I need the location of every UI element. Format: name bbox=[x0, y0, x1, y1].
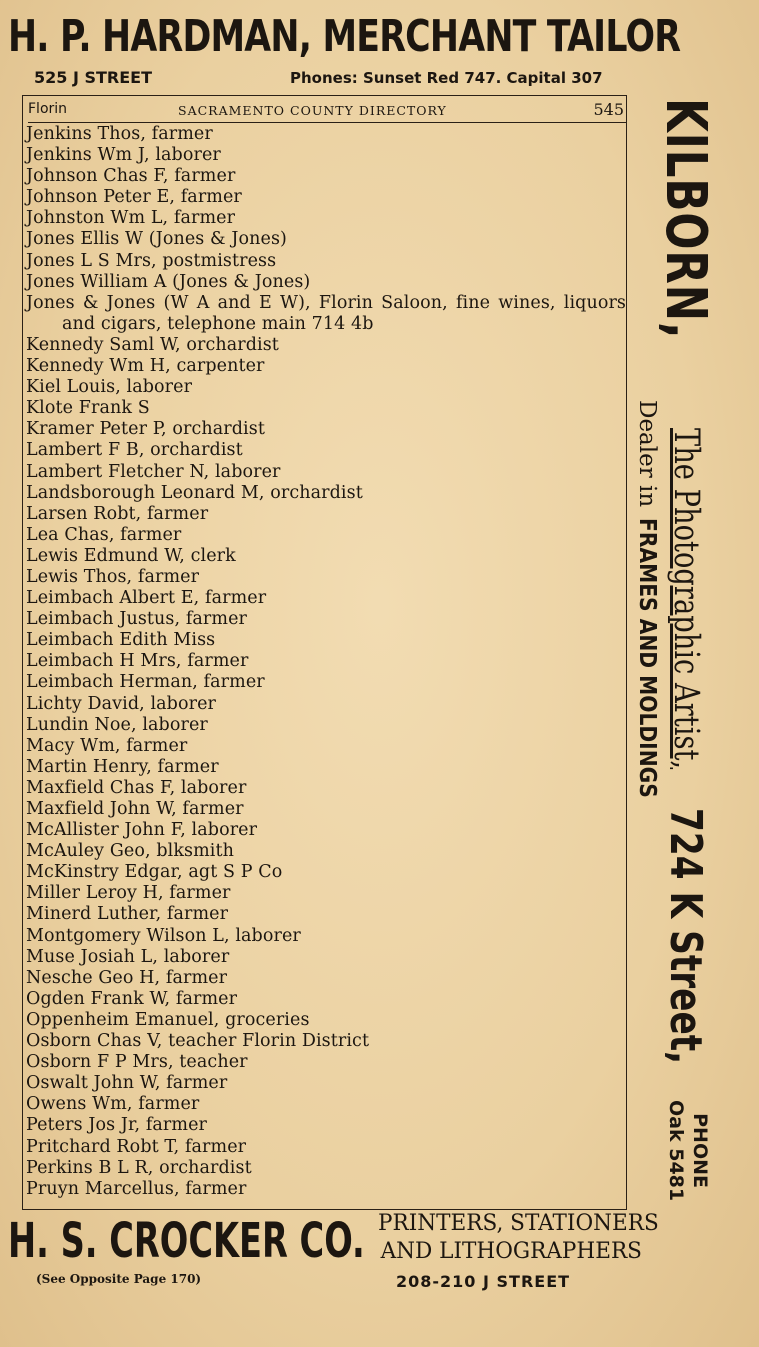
directory-entry: Macy Wm, farmer bbox=[26, 735, 188, 756]
kilborn-ad bbox=[650, 98, 720, 1065]
directory-entry: Leimbach Albert E, farmer bbox=[26, 588, 267, 609]
directory-entry: Jones & Jones (W A and E W), Florin Saloon, fine wines, liquors and cigars, telephone main 714 4b bbox=[26, 292, 626, 334]
directory-entry: Minerd Luther, farmer bbox=[26, 904, 229, 925]
directory-entry: Jenkins Wm J, laborer bbox=[26, 145, 221, 166]
directory-entry: Jones William A (Jones & Jones) bbox=[26, 271, 311, 292]
directory-entry: Lewis Edmund W, clerk bbox=[26, 545, 236, 566]
directory-entry: Maxfield John W, farmer bbox=[26, 799, 244, 819]
directory-entry: Miller Leroy H, farmer bbox=[26, 883, 231, 904]
directory-entry: Lewis Thos, farmer bbox=[26, 566, 200, 587]
directory-entry: Martin Henry, farmer bbox=[26, 756, 219, 777]
directory-entry: Kramer Peter P, orchardist bbox=[26, 419, 265, 440]
directory-entry: McKinstry Edgar, agt S P Co bbox=[26, 862, 283, 883]
directory-entry: McAllister John F, laborer bbox=[26, 820, 258, 841]
directory-entry: Perkins B L R, orchardist bbox=[26, 1157, 252, 1178]
directory-entry: Pruyn Marcellus, farmer bbox=[26, 1178, 247, 1199]
kilborn-address: 724 K Street, bbox=[660, 808, 711, 1065]
directory-entry: Leimbach Edith Miss bbox=[26, 630, 216, 651]
dealer-line bbox=[632, 400, 662, 836]
crocker-street: 208-210 J STREET bbox=[396, 1272, 571, 1291]
page-header bbox=[28, 100, 626, 123]
crocker-company: H. S. CROCKER CO. bbox=[8, 1213, 365, 1269]
directory-entry: Johnson Chas F, farmer bbox=[26, 166, 236, 187]
crocker-line1: PRINTERS, STATIONERS bbox=[378, 1211, 659, 1236]
directory-entry: Jones L S Mrs, postmistress bbox=[26, 250, 277, 271]
directory-entry: Osborn F P Mrs, teacher bbox=[26, 1052, 248, 1073]
directory-entry: Leimbach H Mrs, farmer bbox=[26, 651, 249, 672]
directory-entry: Pritchard Robt T, farmer bbox=[26, 1136, 247, 1157]
directory-entry: Jones Ellis W (Jones & Jones) bbox=[26, 229, 287, 250]
phone-number: Oak 5481 bbox=[665, 1100, 687, 1202]
directory-entry: Maxfield Chas F, laborer bbox=[26, 777, 247, 798]
kilborn-tagline-text: The Photographic Artist, bbox=[666, 428, 706, 770]
directory-entry: Lea Chas, farmer bbox=[26, 524, 182, 545]
directory-entry: Larsen Robt, farmer bbox=[26, 503, 209, 524]
hardman-address: 525 J STREET bbox=[34, 68, 153, 87]
section-name: Florin bbox=[28, 101, 68, 117]
directory-entry: Leimbach Herman, farmer bbox=[26, 672, 265, 693]
directory-title: SACRAMENTO COUNTY DIRECTORY bbox=[178, 103, 447, 118]
directory-entry: Oppenheim Emanuel, groceries bbox=[26, 1009, 310, 1030]
directory-entry: Kennedy Wm H, carpenter bbox=[26, 356, 265, 377]
directory-entry: Ogden Frank W, farmer bbox=[26, 988, 238, 1009]
directory-entry: Muse Josiah L, laborer bbox=[26, 946, 230, 967]
page-number: 545 bbox=[593, 100, 624, 119]
directory-entry: McAuley Geo, blksmith bbox=[26, 841, 235, 862]
kilborn-phone bbox=[664, 1100, 712, 1201]
directory-entry: Osborn Chas V, teacher Florin District bbox=[26, 1031, 370, 1052]
directory-entry: Peters Jos Jr, farmer bbox=[26, 1115, 208, 1136]
directory-entry: Klote Frank S bbox=[26, 398, 150, 419]
directory-entry: Nesche Geo H, farmer bbox=[26, 967, 228, 988]
crocker-note: (See Opposite Page 170) bbox=[36, 1272, 202, 1286]
hardman-ad-title: H. P. HARDMAN, MERCHANT TAILOR bbox=[8, 11, 681, 62]
directory-entry: Jenkins Thos, farmer bbox=[26, 124, 213, 144]
directory-entry: Oswalt John W, farmer bbox=[26, 1073, 228, 1094]
directory-entry: Leimbach Justus, farmer bbox=[26, 609, 248, 630]
directory-entry: Lundin Noe, laborer bbox=[26, 714, 208, 735]
crocker-services bbox=[378, 1210, 659, 1266]
kilborn-tagline bbox=[664, 428, 708, 769]
directory-listing bbox=[26, 124, 626, 1200]
directory-entry: Kennedy Saml W, orchardist bbox=[26, 334, 279, 355]
directory-entry: Owens Wm, farmer bbox=[26, 1094, 200, 1115]
dealer-goods: FRAMES AND MOLDINGS bbox=[634, 518, 660, 799]
directory-entry: Landsborough Leonard M, orchardist bbox=[26, 482, 363, 503]
directory-entry: Kiel Louis, laborer bbox=[26, 377, 193, 398]
directory-entry: Lambert F B, orchardist bbox=[26, 440, 243, 461]
directory-entry: Lichty David, laborer bbox=[26, 693, 217, 714]
dealer-prefix: Dealer in bbox=[634, 400, 660, 508]
phone-label: PHONE bbox=[689, 1113, 711, 1188]
directory-entry: Montgomery Wilson L, laborer bbox=[26, 925, 301, 946]
crocker-line2: AND LITHOGRAPHERS bbox=[380, 1239, 642, 1264]
hardman-phones: Phones: Sunset Red 747. Capital 307 bbox=[290, 69, 603, 87]
directory-entry: Johnson Peter E, farmer bbox=[26, 187, 242, 208]
directory-entry: Johnston Wm L, farmer bbox=[26, 208, 236, 229]
kilborn-name: KILBORN, bbox=[653, 98, 718, 340]
directory-entry: Lambert Fletcher N, laborer bbox=[26, 461, 281, 482]
